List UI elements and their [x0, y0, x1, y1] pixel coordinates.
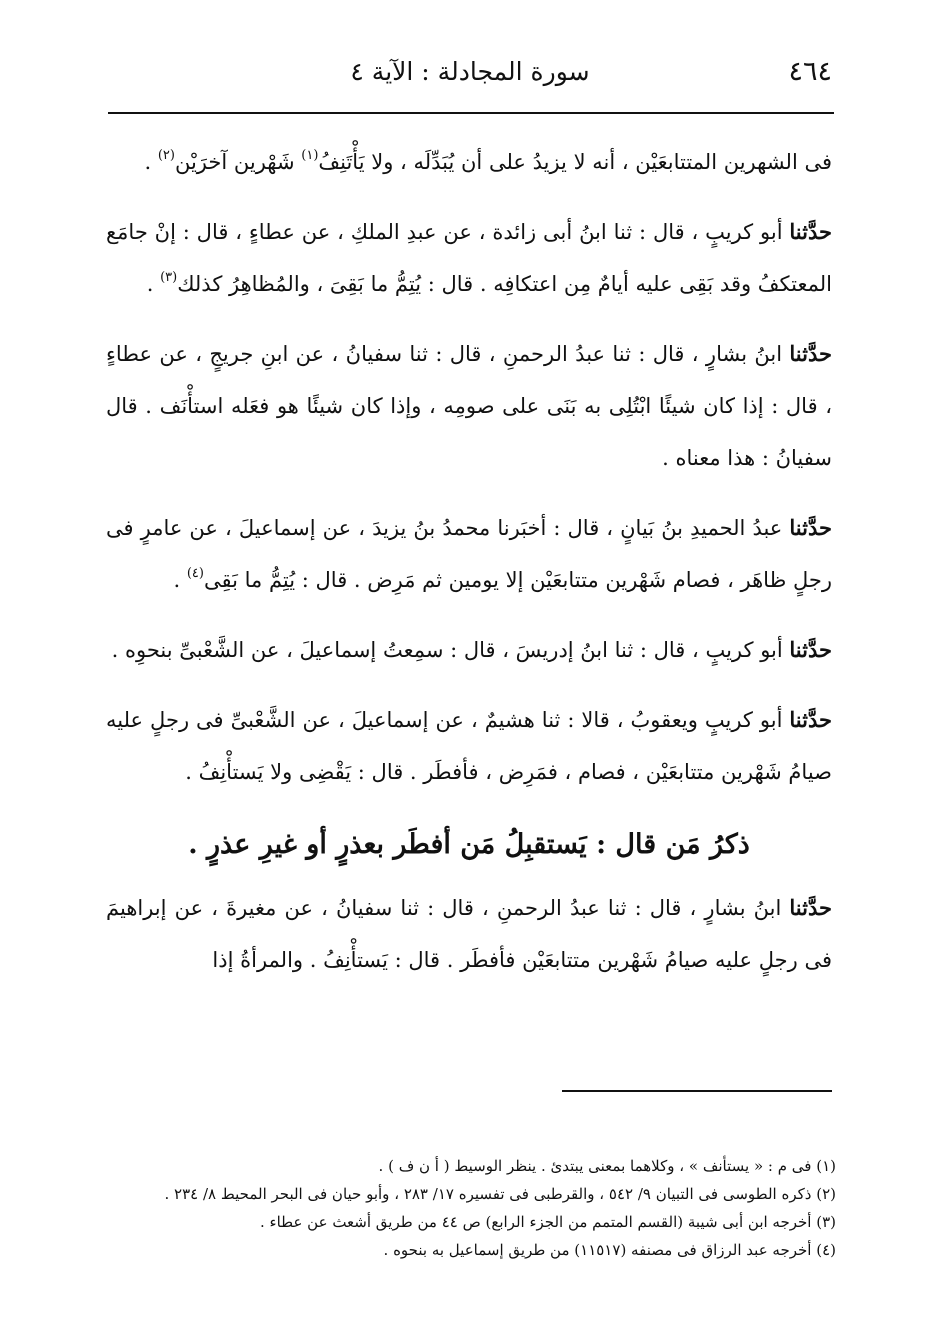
footnote: (٢) ذكره الطوسى فى التبيان ٩/ ٥٤٢ ، والقرطبى فى تفسيره ١٧/ ٢٨٣ ، وأبو حيان فى البحر المحيط ٨/ ٢٣٤ .: [164, 1185, 836, 1203]
paragraph-text: ابنُ بشارٍ ، قال : ثنا عبدُ الرحمنِ ، قال : ثنا سفيانُ ، عن مغيرةَ ، عن إبراهيمَ فى رجلٍ عليه صيامُ شَهْرين متتابعَيْن فأفطَر . قال : يَستأْنِفُ . والمرأةُ إذا: [106, 896, 832, 972]
paragraph-lead: حدَّثنا: [789, 637, 832, 662]
paragraph: [106, 328, 832, 484]
footnotes: [106, 1152, 836, 1264]
paragraph: [106, 502, 832, 606]
main-text: [106, 136, 832, 1004]
page-number: ٤٦٤: [788, 56, 832, 87]
paragraph: [106, 624, 832, 676]
paragraph: [106, 136, 832, 188]
paragraph-text: .: [173, 568, 187, 592]
footnote-ref: (٣): [160, 270, 178, 285]
paragraph-text: .: [144, 150, 158, 174]
footnote: (١) فى م : « يستأنف » ، وكلاهما بمعنى يبتدئ . ينظر الوسيط ( أ ن ف ) .: [378, 1157, 836, 1175]
paragraph: [106, 694, 832, 798]
paragraph-text: ابنُ بشارٍ ، قال : ثنا عبدُ الرحمنِ ، قال : ثنا سفيانُ ، عن ابنِ جريجٍ ، عن عطاءٍ ، قال : إذا كان شيئًا ابْتُلِى به بَنَى على صومِه ، وإذا كان شيئًا هو فعَله استأْنَف . قال سفيانُ : هذا معناه .: [106, 342, 832, 470]
paragraph-text: أبو كريبٍ ، قال : ثنا ابنُ أبى زائدة ، عن عبدِ الملكِ ، عن عطاءٍ ، قال : إنْ جامَع المعتكفُ وقد بَقِى عليه أيامٌ مِن اعتكافِه . قال : يُتِمُّ ما بَقِىَ ، والمُظاهِرُ كذلك: [106, 220, 832, 296]
footnote-ref: (٤): [186, 566, 204, 581]
paragraph-lead: حدَّثنا: [789, 895, 832, 920]
paragraph: [106, 882, 832, 986]
paragraph-text: أبو كريبٍ ويعقوبُ ، قالا : ثنا هشيمٌ ، عن إسماعيلَ ، عن الشَّعْبىِّ فى رجلٍ عليه صيامُ شَهْرين متتابعَيْن ، فصام ، فمَرِض ، فأفطَر . قال : يَقْضِى ولا يَستأْنِفُ .: [106, 708, 832, 784]
paragraph-lead: حدَّثنا: [789, 707, 832, 732]
footnote: (٣) أخرجه ابن أبى شيبة (القسم المتمم من الجزء الرابع) ص ٤٤ من طريق أشعث عن عطاء .: [260, 1213, 836, 1231]
paragraph-lead: حدَّثنا: [789, 219, 832, 244]
paragraph-lead: حدَّثنا: [789, 341, 832, 366]
paragraph-text: أبو كريبٍ ، قال : ثنا ابنُ إدريسَ ، قال : سمِعتُ إسماعيلَ ، عن الشَّعْبىِّ بنحوِه .: [111, 638, 790, 662]
header-rule: [108, 112, 834, 114]
running-title: سورة المجادلة : الآية ٤: [350, 57, 590, 86]
paragraph: [106, 206, 832, 310]
paragraph-text: عبدُ الحميدِ بنُ بَيانٍ ، قال : أخبَرنا محمدُ بنُ يزيدَ ، عن إسماعيلَ ، عن عامرٍ فى رجلٍ ظاهَر ، فصام شَهْرين متتابعَيْن إلا يومين ثم مَرِض . قال : يُتِمُّ ما بَقِى: [106, 516, 832, 592]
section-heading: ذكرُ مَن قال : يَستقبِلُ مَن أفطَر بعذرٍ أو غيرِ عذرٍ .: [188, 829, 750, 860]
paragraph-lead: حدَّثنا: [789, 515, 832, 540]
paragraph-text: فى الشهرين المتتابعَيْن ، أنه لا يزيدُ على أن يُبَدِّلَه ، ولا يَأْتَنِفُ: [318, 150, 832, 174]
paragraph-text: .: [146, 272, 161, 296]
footnote-ref: (١): [301, 148, 319, 163]
paragraph-text: شَهْرين آخرَيْن: [174, 150, 302, 174]
footnote-rule: [562, 1090, 832, 1092]
footnote: (٤) أخرجه عبد الرزاق فى مصنفه (١١٥١٧) من طريق إسماعيل به بنحوه .: [383, 1241, 836, 1259]
footnote-ref: (٢): [157, 148, 175, 163]
